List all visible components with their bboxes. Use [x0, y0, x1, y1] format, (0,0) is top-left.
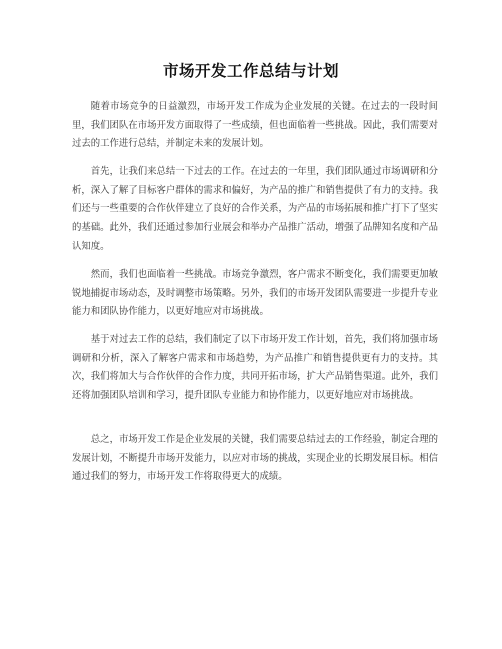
document-title: 市场开发工作总结与计划 — [162, 62, 339, 80]
paragraph-past-work: 首先，让我们来总结一下过去的工作。在过去的一年里，我们团队通过市场调研和分析，深入了解了目标客户群体的需求和偏好，为产品的推广和销售提供了有力的支持。我们还与一些重要的合作伙伴建立了良好的合作关系，为产品的市场拓展和推广打下了坚实的基础。此外，我们还通过参加行业展会和举办产品推广活动，增强了品牌知名度和产品认知度。 — [72, 166, 438, 252]
paragraph-intro: 随着市场竞争的日益激烈，市场开发工作成为企业发展的关键。在过去的一段时间里，我们团队在市场开发方面取得了一些成绩，但也面临着一些挑战。因此，我们需要对过去的工作进行总结，并制定未来的发展计划。 — [72, 101, 438, 150]
paragraph-challenges: 然而，我们也面临着一些挑战。市场竞争激烈，客户需求不断变化，我们需要更加敏锐地捕捉市场动态，及时调整市场策略。另外，我们的市场开发团队需要进一步提升专业能力和团队协作能力，以更好地应对市场挑战。 — [72, 269, 438, 318]
paragraph-conclusion: 总之，市场开发工作是企业发展的关键，我们需要总结过去的工作经验，制定合理的发展计划，不断提升市场开发能力，以应对市场的挑战，实现企业的长期发展目标。相信通过我们的努力，市场开发工作将取得更大的成绩。 — [72, 434, 438, 483]
paragraph-plan: 基于对过去工作的总结，我们制定了以下市场开发工作计划，首先，我们将加强市场调研和分析，深入了解客户需求和市场趋势，为产品推广和销售提供更有力的支持。其次，我们将加大与合作伙伴的合作力度，共同开拓市场，扩大产品销售渠道。此外，我们还将加强团队培训和学习，提升团队专业能力和协作能力，以更好地应对市场挑战。 — [72, 334, 438, 402]
